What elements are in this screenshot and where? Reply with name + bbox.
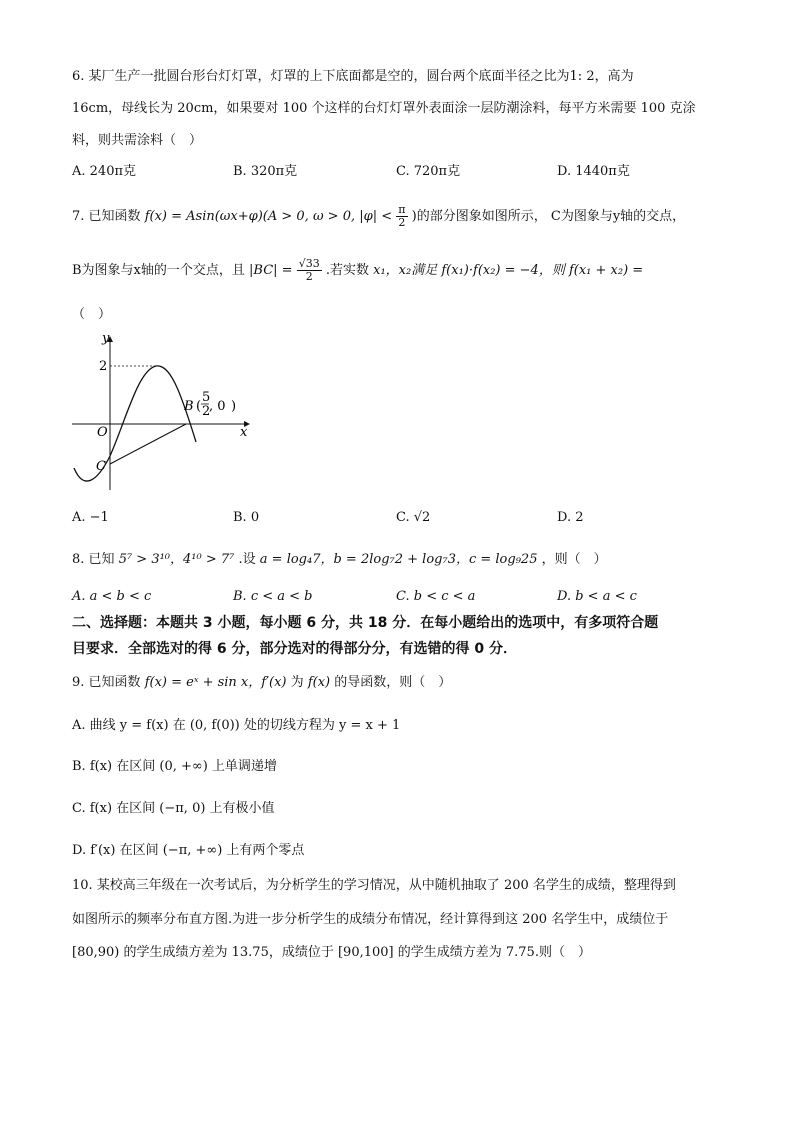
q7-option-b: B. 0: [233, 510, 260, 525]
b-frac-den: 2: [202, 404, 211, 419]
q6-option-b: B. 320π克: [233, 164, 298, 179]
q6-option-c: C. 720π克: [396, 164, 461, 179]
q7-line2-start: B为图象与x轴的一个交点，且: [72, 263, 245, 278]
q9-line1: [72, 674, 451, 692]
q6-option-a: A. 240π克: [72, 164, 137, 179]
q7-function: f(x) = Asin(ωx+φ)(A > 0, ω > 0, |φ| <: [144, 209, 393, 224]
q7-option-a: A. −1: [72, 510, 109, 525]
point-c-label: C: [96, 459, 106, 474]
q8-defs: a = log₄7，b = 2log₇2 + log₇3，c = log₉25: [259, 552, 538, 567]
q10-line1: 10. 某校高三年级在一次考试后，为分析学生的学习情况，从中随机抽取了 200 名学生的成绩，整理得到: [72, 878, 676, 893]
q6-line3: 料，则共需涂料（ ）: [72, 133, 203, 148]
point-b-label: B: [184, 399, 194, 414]
q9-ask: 的导函数，则（ ）: [334, 675, 452, 690]
y-axis-label: y: [102, 331, 110, 346]
q8-ask: ，则（ ）: [541, 552, 607, 567]
q8-option-a: A. a < b < c: [72, 589, 152, 604]
q6-line1: 6. 某厂生产一批圆台形台灯灯罩，灯罩的上下底面都是空的，圆台两个底面半径之比为1: 2，高为: [72, 69, 634, 84]
q9-option-a: A. 曲线 y = f(x) 在 (0, f(0)) 处的切线方程为 y = x + 1: [72, 718, 401, 733]
q9-fx: f(x): [307, 675, 331, 690]
q7-line1: [72, 204, 685, 229]
q7-line1-end: C为图象与y轴的交点，: [550, 209, 686, 224]
max-value-label: 2: [99, 359, 108, 374]
q7-option-c: C. √2: [396, 510, 431, 525]
q7-sine-graph: [66, 330, 256, 495]
b-coord-rest: , 0: [209, 399, 226, 414]
q7-intro: 7. 已知函数: [72, 209, 141, 224]
q7-sqrt33-over-2: $\frac{√33}{2}$: [298, 257, 320, 283]
q7-line2-d: x₁，x₂满足: [373, 263, 438, 278]
q9-option-c: C. f(x) 在区间 (−π, 0) 上有极小值: [72, 801, 275, 816]
q7-option-d: D. 2: [557, 510, 584, 525]
q8-option-b: B. c < a < b: [233, 589, 313, 604]
q10-line3: [80,90) 的学生成绩方差为 13.75，成绩位于 [90,100] 的学生成绩方差为 7.75.则（ ）: [72, 945, 591, 960]
q10-line2: 如图所示的频率分布直方图.为进一步分析学生的成绩分布情况，经计算得到这 200 名学生中，成绩位于: [72, 912, 669, 927]
q7-ask: f(x₁ + x₂) =: [568, 263, 644, 278]
sine-curve: [74, 366, 196, 481]
b-paren-open: (: [196, 399, 202, 414]
q9-function: f(x) = eˣ + sin x，f′(x): [144, 675, 287, 690]
origin-label: O: [97, 425, 108, 440]
q8-let: .设: [238, 552, 256, 567]
q8-option-c: C. b < c < a: [396, 589, 476, 604]
section2-heading-line2: 目要求．全部选对的得 6 分，部分选对的得部分分，有选错的得 0 分．: [72, 641, 517, 657]
q7-condition: f(x₁)·f(x₂) = −4，则: [441, 263, 565, 278]
q7-line3: （ ）: [72, 307, 112, 322]
q8-option-d: D. b < a < c: [557, 589, 637, 604]
q7-pi-over-2: $\frac{\pi}{2}$: [398, 203, 406, 229]
q9-option-d: D. f′(x) 在区间 (−π, +∞) 上有两个零点: [72, 843, 305, 858]
segment-bc: [110, 424, 186, 464]
section2-heading-line1: 二、选择题：本题共 3 小题，每小题 6 分，共 18 分．在每小题给出的选项中，有多项符合题: [72, 615, 659, 631]
q8-given: 5⁷ > 3¹⁰，4¹⁰ > 7⁷: [118, 552, 235, 567]
q9-is: 为: [290, 675, 304, 690]
q7-line2: [72, 258, 643, 283]
q7-line2-c: .若实数: [325, 263, 369, 278]
q8-intro: 8. 已知: [72, 552, 115, 567]
x-axis-label: x: [240, 425, 248, 440]
q9-intro: 9. 已知函数: [72, 675, 141, 690]
q8-line1: [72, 551, 607, 569]
b-frac-num: 5: [202, 390, 211, 405]
q7-bc-length: |BC| =: [249, 263, 293, 278]
b-paren-close: ): [231, 399, 237, 414]
q9-option-b: B. f(x) 在区间 (0, +∞) 上单调递增: [72, 759, 277, 774]
q7-line1-rest: )的部分图象如图所示，: [411, 209, 547, 224]
q6-line2: 16cm，母线长为 20cm，如果要对 100 个这样的台灯灯罩外表面涂一层防潮涂料，每平方米需要 100 克涂: [72, 101, 696, 116]
q6-option-d: D. 1440π克: [557, 164, 630, 179]
